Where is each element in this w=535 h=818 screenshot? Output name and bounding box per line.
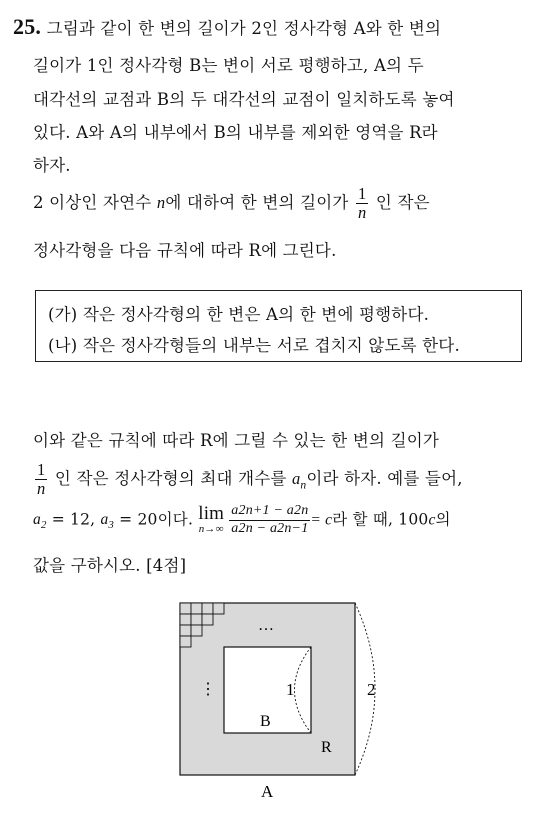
problem-line-5: 하자. bbox=[33, 156, 71, 175]
dots-vertical: ⋮ bbox=[200, 681, 216, 698]
problem-line-8: 이와 같은 규칙에 따라 R에 그릴 수 있는 한 변의 길이가 bbox=[33, 431, 439, 450]
problem-line-2: 길이가 1인 정사각형 B는 변이 서로 평행하고, A의 두 bbox=[33, 56, 424, 75]
problem-text-1: 그림과 같이 한 변의 길이가 2인 정사각형 A와 한 변의 bbox=[46, 19, 442, 38]
fraction-denominator: n bbox=[357, 203, 367, 223]
rule-1: (가) 작은 정사각형의 한 변은 A의 한 변에 평행하다. bbox=[48, 305, 430, 324]
a2-value: = 12, bbox=[51, 510, 96, 529]
fraction-numerator: 1 bbox=[37, 460, 46, 479]
text-segment: 인 작은 bbox=[375, 193, 430, 213]
problem-line-4: 있다. A와 A의 내부에서 B의 내부를 제외한 영역을 R라 bbox=[33, 123, 438, 142]
var-a2: $a_2$ bbox=[33, 511, 47, 532]
label-a: A bbox=[261, 782, 274, 801]
label-r: R bbox=[321, 739, 332, 756]
lim-text: lim bbox=[198, 503, 225, 525]
a3-value: = 20 bbox=[119, 510, 158, 529]
rule-2: (나) 작은 정사각형들의 내부는 서로 겹치지 않도록 한다. bbox=[48, 336, 460, 355]
limit-denominator: a2n − a2n−1 bbox=[231, 520, 309, 536]
dots-horizontal: … bbox=[258, 617, 274, 634]
label-length-1: 1 bbox=[286, 680, 295, 699]
text-segment: 이다. bbox=[157, 510, 194, 529]
text-segment: 2 이상인 자연수 bbox=[33, 193, 152, 213]
var-a3: $a_3$ bbox=[100, 511, 115, 532]
text-segment: 인 작은 정사각형의 최대 개수를 bbox=[54, 469, 287, 489]
var-c: c bbox=[428, 511, 436, 529]
fraction-numerator: 1 bbox=[357, 184, 367, 203]
problem-line-7: 정사각형을 다음 규칙에 따라 R에 그린다. bbox=[33, 241, 337, 260]
problem-line-3: 대각선의 교점과 B의 두 대각선의 교점이 일치하도록 놓여 bbox=[33, 90, 455, 109]
var-n: n bbox=[156, 193, 166, 213]
text-segment: 이라 하자. 예를 들어, bbox=[306, 469, 463, 489]
label-length-2: 2 bbox=[367, 680, 376, 699]
lim-subscript: n→∞ bbox=[198, 523, 224, 536]
text-segment: 에 대하여 한 변의 길이가 bbox=[165, 193, 349, 213]
var-a-n: $a_n$ bbox=[291, 469, 307, 492]
text-segment: 의 bbox=[435, 510, 451, 529]
label-b: B bbox=[260, 713, 271, 730]
limit-numerator: a2n+1 − a2n bbox=[229, 503, 310, 521]
text-segment: 라 할 때, 100 bbox=[332, 510, 429, 529]
fraction-denominator: n bbox=[37, 479, 46, 499]
equals-c: = c bbox=[310, 511, 333, 529]
problem-number: 25. bbox=[13, 14, 42, 39]
problem-line-11: 값을 구하시오. [4점] bbox=[33, 556, 187, 575]
